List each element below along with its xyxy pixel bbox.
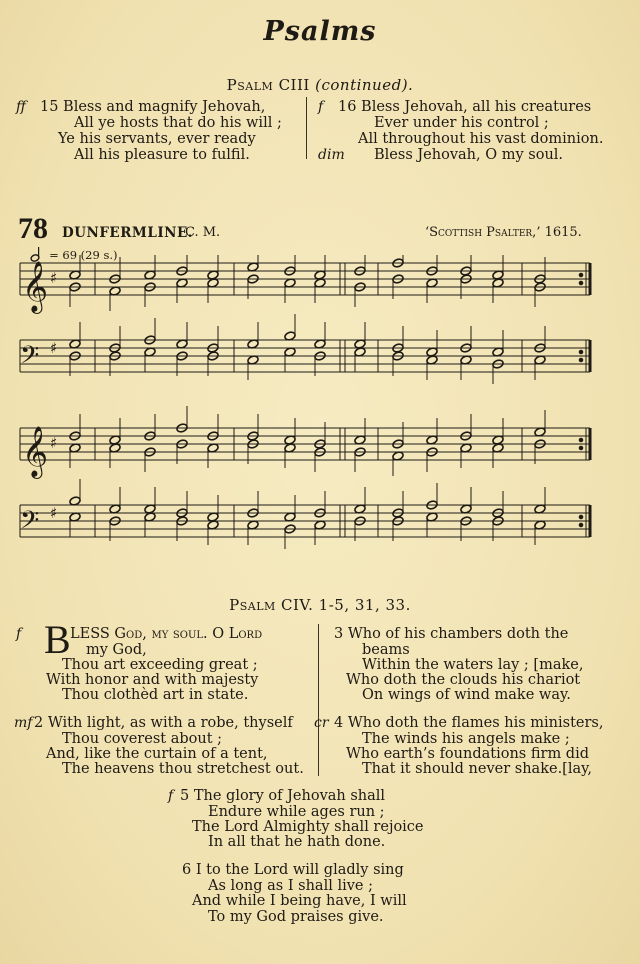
- tune-meter: C. M.: [185, 225, 221, 240]
- psalm-civ-line: 3 Who of his chambers doth the: [334, 626, 569, 642]
- tune-number: 78: [18, 212, 48, 245]
- psalm-civ-line: Thou clothèd art in state.: [62, 687, 249, 703]
- psalm-ciii-line: Ever under his control ;: [374, 115, 549, 131]
- sharp-icon: ♯: [50, 434, 58, 452]
- tempo-value: = 69 (29 s.): [49, 248, 118, 262]
- drop-cap: B: [44, 617, 71, 662]
- psalm-ciii-continued: (continued).: [315, 76, 414, 94]
- psalm-civ-line: 5 The glory of Jehovah shall: [180, 788, 386, 804]
- psalm-civ-line: On wings of wind make way.: [362, 687, 571, 703]
- repeat-dot: [579, 446, 583, 450]
- dynamic-ff: ff: [16, 99, 26, 115]
- music-score: [0, 255, 640, 555]
- psalm-civ-line: That it should never shake.[lay,: [362, 761, 592, 777]
- psalm-civ-line: Endure while ages run ;: [208, 804, 385, 820]
- repeat-dot: [579, 438, 583, 442]
- psalm-ciii-line: Ye his servants, ever ready: [58, 131, 256, 147]
- psalm-ciii-line: 16 Bless Jehovah, all his creatures: [338, 99, 592, 115]
- dynamic-cr: cr: [314, 715, 329, 731]
- repeat-dot: [579, 273, 583, 277]
- treble-clef-icon: 𝄞: [22, 426, 49, 477]
- psalm-civ-line: And while I being have, I will: [192, 893, 407, 909]
- repeat-dot: [579, 523, 583, 527]
- psalm-civ-line: my God,: [86, 642, 147, 658]
- dynamic-f: f: [318, 99, 324, 115]
- psalm-civ-line: The winds his angels make ;: [362, 731, 570, 747]
- psalm-civ-line: With honor and with majesty: [46, 672, 259, 688]
- tune-source: ‘Scottish Psalter,’ 1615.: [425, 225, 582, 240]
- repeat-dot: [579, 281, 583, 285]
- psalm-civ-line: The Lord Almighty shall rejoice: [192, 819, 424, 835]
- psalm-civ-line: To my God praises give.: [208, 909, 384, 925]
- bass-clef-icon: 𝄢: [20, 506, 40, 541]
- psalm-ciii-title: Psalm CIII: [226, 76, 310, 94]
- psalm-civ-line: Who earth’s foundations firm did: [346, 746, 590, 762]
- sharp-icon: ♯: [50, 504, 58, 522]
- psalm-ciii-line: Bless Jehovah, O my soul.: [374, 147, 564, 163]
- column-divider: [318, 624, 319, 776]
- sharp-icon: ♯: [50, 339, 58, 357]
- psalm-civ-line: Thou art exceeding great ;: [62, 657, 258, 673]
- psalm-civ-line: beams: [362, 642, 410, 658]
- dynamic-f: f: [16, 626, 22, 642]
- psalm-civ-line: 6 I to the Lord will gladly sing: [182, 862, 404, 878]
- dynamic-mf: mf: [14, 715, 33, 731]
- psalm-civ-line: And, like the curtain of a tent,: [46, 746, 268, 762]
- sharp-icon: ♯: [50, 269, 58, 287]
- repeat-dot: [579, 515, 583, 519]
- psalm-civ-line: The heavens thou stretchest out.: [62, 761, 304, 777]
- psalm-ciii-line: All ye hosts that do his will ;: [74, 115, 282, 131]
- tune-name: DUNFERMLINE.: [62, 225, 193, 241]
- column-divider: [306, 97, 307, 159]
- staff-lines: [20, 263, 590, 537]
- clefs: [20, 261, 57, 541]
- page-title: Psalms: [263, 16, 377, 47]
- dynamic-dim: dim: [318, 147, 345, 163]
- dynamic-f: f: [168, 788, 174, 804]
- psalm-civ-line: In all that he hath done.: [208, 834, 386, 850]
- psalm-ciii-line: 15 Bless and magnify Jehovah,: [40, 99, 266, 115]
- repeat-dot: [579, 358, 583, 362]
- repeat-dot: [579, 350, 583, 354]
- bar-lines: [20, 263, 590, 537]
- psalm-civ-line: 2 With light, as with a robe, thyself: [34, 715, 293, 731]
- psalm-ciii-heading: [0, 76, 640, 94]
- bass-clef-icon: 𝄢: [20, 341, 40, 376]
- psalm-civ-heading: Psalm CIV. 1-5, 31, 33.: [229, 596, 411, 614]
- psalm-ciii-line: All throughout his vast dominion.: [358, 131, 604, 147]
- psalm-civ-line: Who doth the clouds his chariot: [346, 672, 581, 688]
- treble-clef-icon: 𝄞: [22, 261, 49, 312]
- psalm-civ-line: Thou coverest about ;: [62, 731, 223, 747]
- psalm-civ-line: 4 Who doth the flames his ministers,: [334, 715, 604, 731]
- psalm-civ-line: Within the waters lay ; [make,: [362, 657, 584, 673]
- psalm-civ-line: LESS God, my soul. O Lord: [70, 626, 263, 642]
- psalm-ciii-line: All his pleasure to fulfil.: [74, 147, 250, 163]
- psalm-civ-line: As long as I shall live ;: [208, 878, 374, 894]
